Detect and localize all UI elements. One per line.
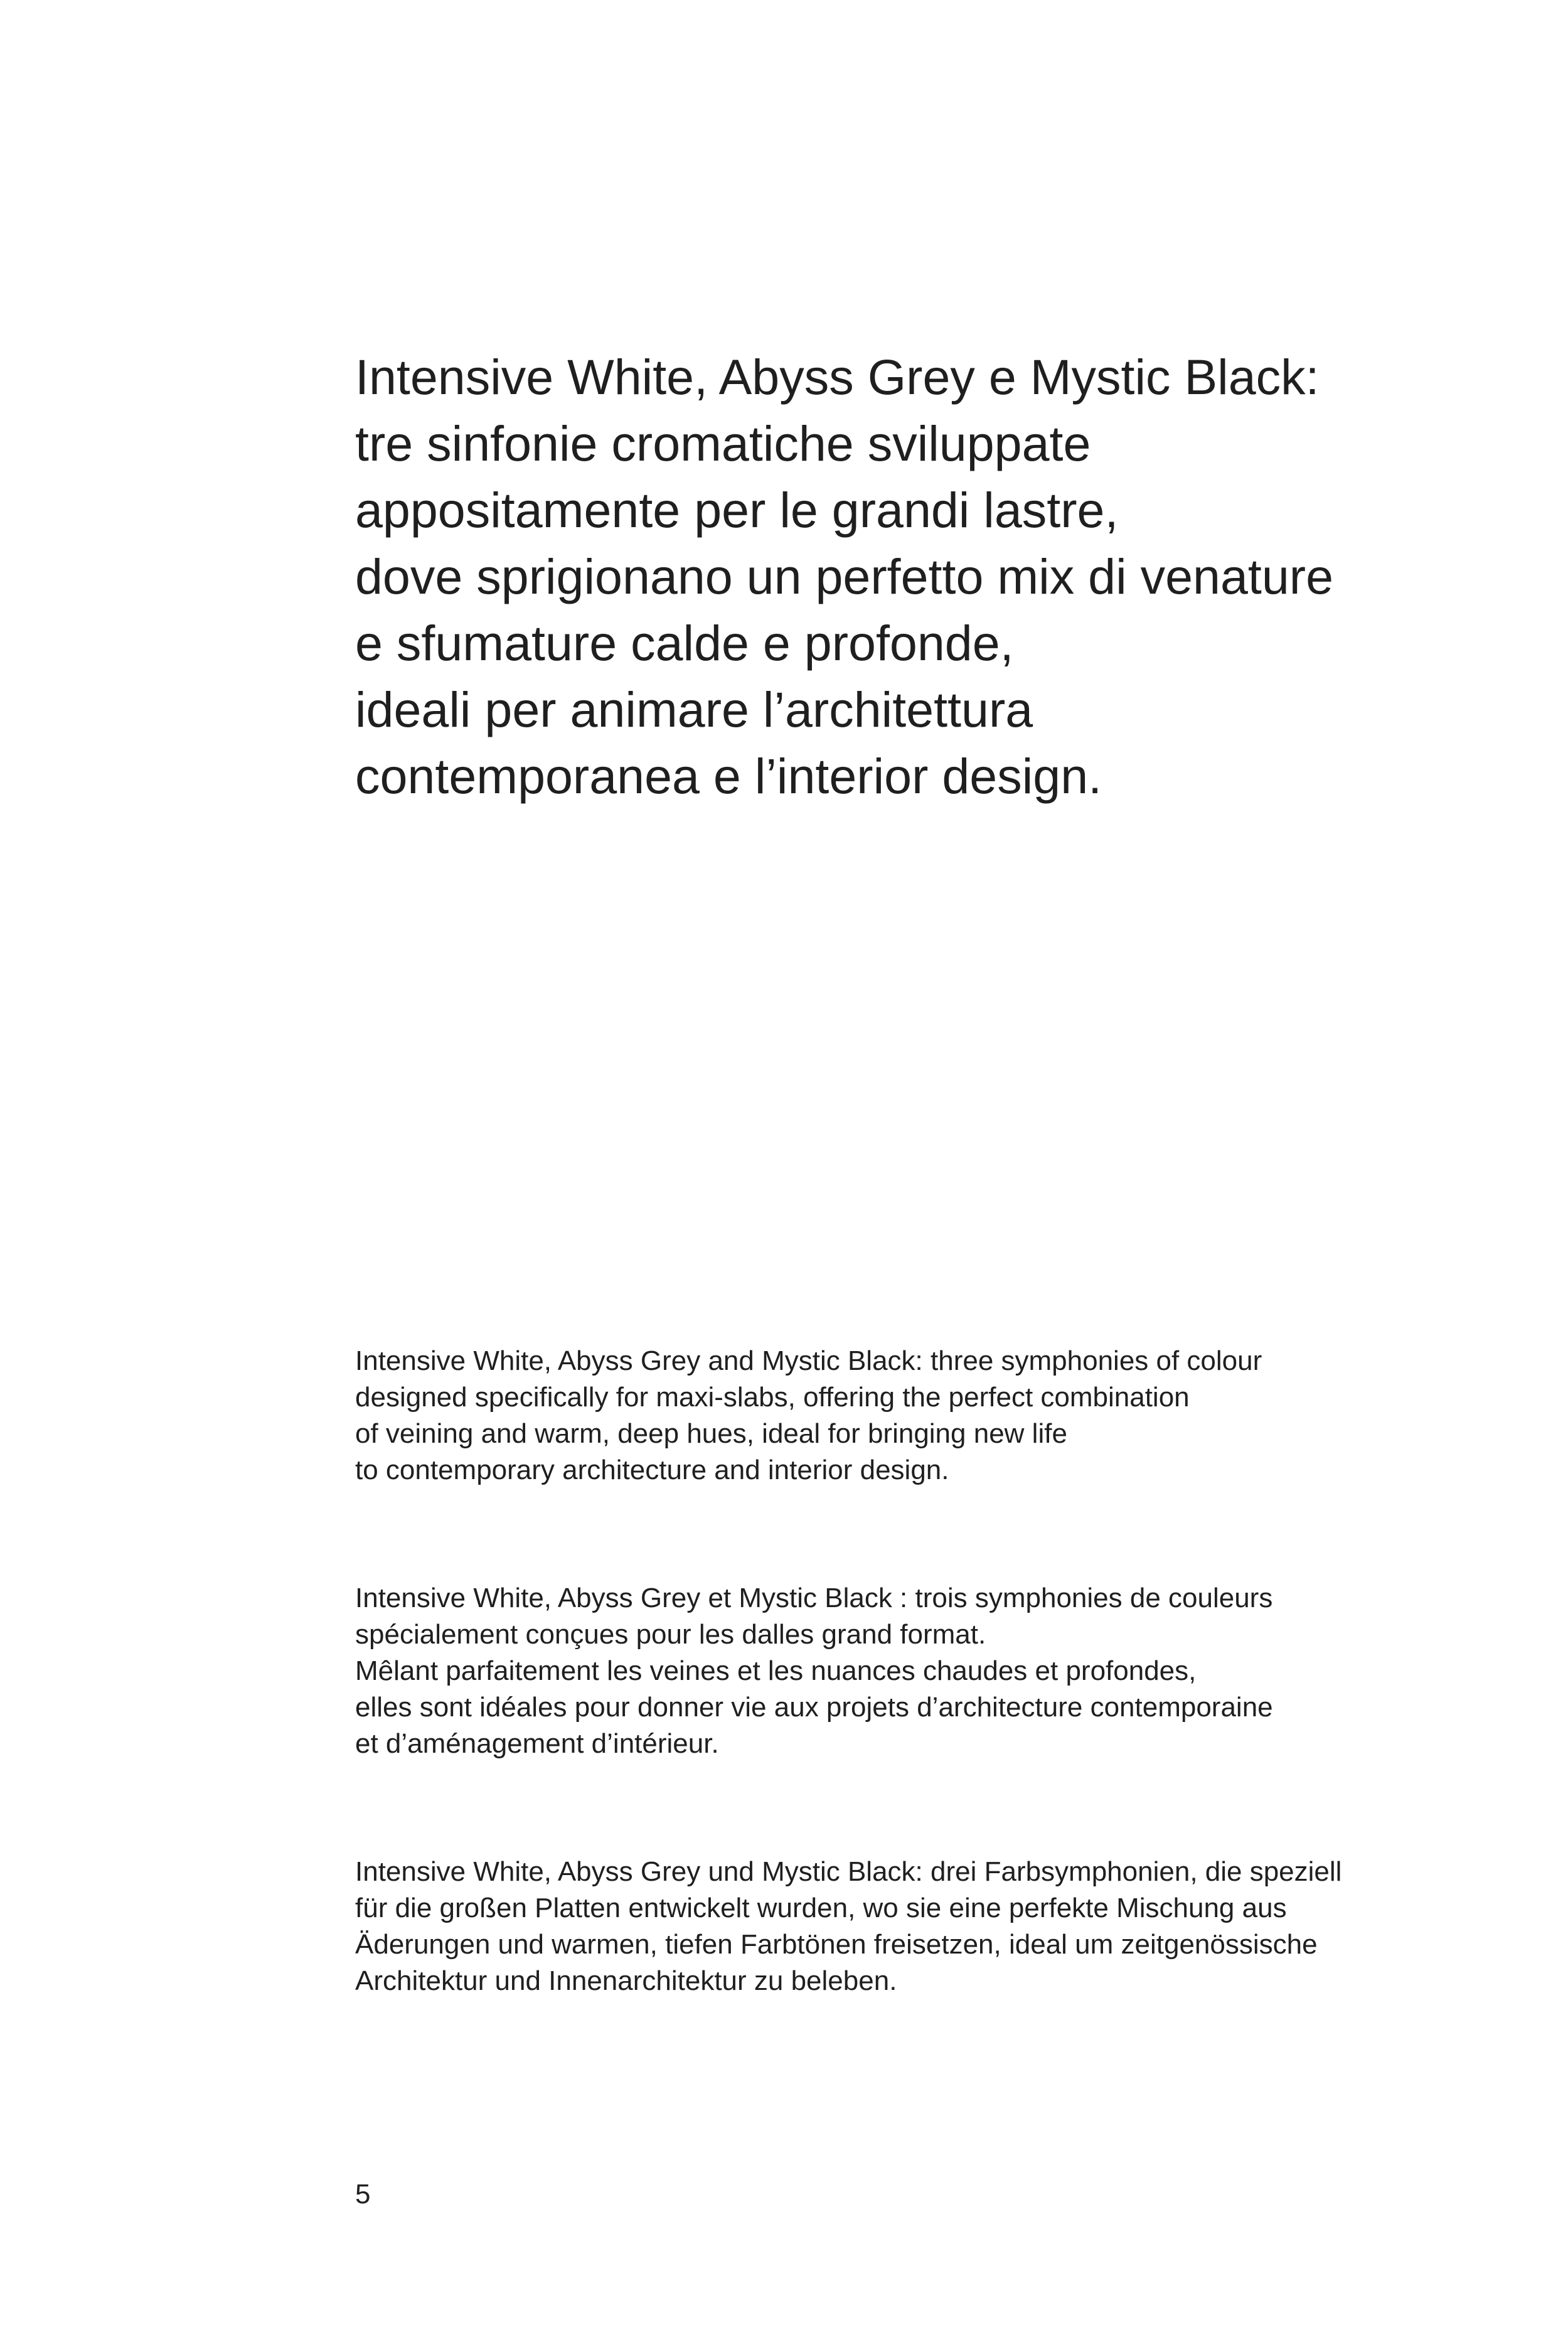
paragraph-line: Mêlant parfaitement les veines et les nuances chaudes et profondes,	[355, 1655, 1197, 1686]
intro-line: appositamente per le grandi lastre,	[355, 482, 1119, 538]
paragraph-line: Intensive White, Abyss Grey und Mystic Black: drei Farbsymphonien, die speziell	[355, 1856, 1342, 1887]
paragraph-line: spécialement conçues pour les dalles grand format.	[355, 1619, 986, 1650]
page-number: 5	[355, 2179, 371, 2210]
paragraph-line: elles sont idéales pour donner vie aux projets d’architecture contemporaine	[355, 1692, 1273, 1723]
paragraph-line: Äderungen und warmen, tiefen Farbtönen freisetzen, ideal um zeitgenössische	[355, 1929, 1318, 1960]
intro-line: e sfumature calde e profonde,	[355, 615, 1014, 671]
paragraph-line: to contemporary architecture and interior design.	[355, 1455, 949, 1485]
intro-line: dove sprigionano un perfetto mix di venature	[355, 548, 1334, 604]
paragraph-line: für die großen Platten entwickelt wurden, wo sie eine perfekte Mischung aus	[355, 1893, 1287, 1923]
paragraph-line: Intensive White, Abyss Grey et Mystic Black : trois symphonies de couleurs	[355, 1583, 1273, 1613]
intro-paragraph-italian	[355, 344, 1459, 810]
paragraph-line: of veining and warm, deep hues, ideal for bringing new life	[355, 1418, 1067, 1449]
intro-line: contemporanea e l’interior design.	[355, 748, 1102, 804]
intro-line: Intensive White, Abyss Grey e Mystic Black:	[355, 349, 1320, 405]
paragraph-line: designed specifically for maxi-slabs, offering the perfect combination	[355, 1382, 1190, 1413]
paragraph-line: et d’aménagement d’intérieur.	[355, 1728, 719, 1759]
paragraph-line: Architektur und Innenarchitektur zu beleben.	[355, 1965, 897, 1996]
paragraph-german	[355, 1854, 1459, 1999]
paragraph-line: Intensive White, Abyss Grey and Mystic Black: three symphonies of colour	[355, 1345, 1262, 1376]
paragraph-french	[355, 1580, 1459, 1762]
paragraph-english	[355, 1343, 1459, 1489]
intro-line: tre sinfonie cromatiche sviluppate	[355, 415, 1091, 471]
intro-line: ideali per animare l’architettura	[355, 682, 1033, 737]
